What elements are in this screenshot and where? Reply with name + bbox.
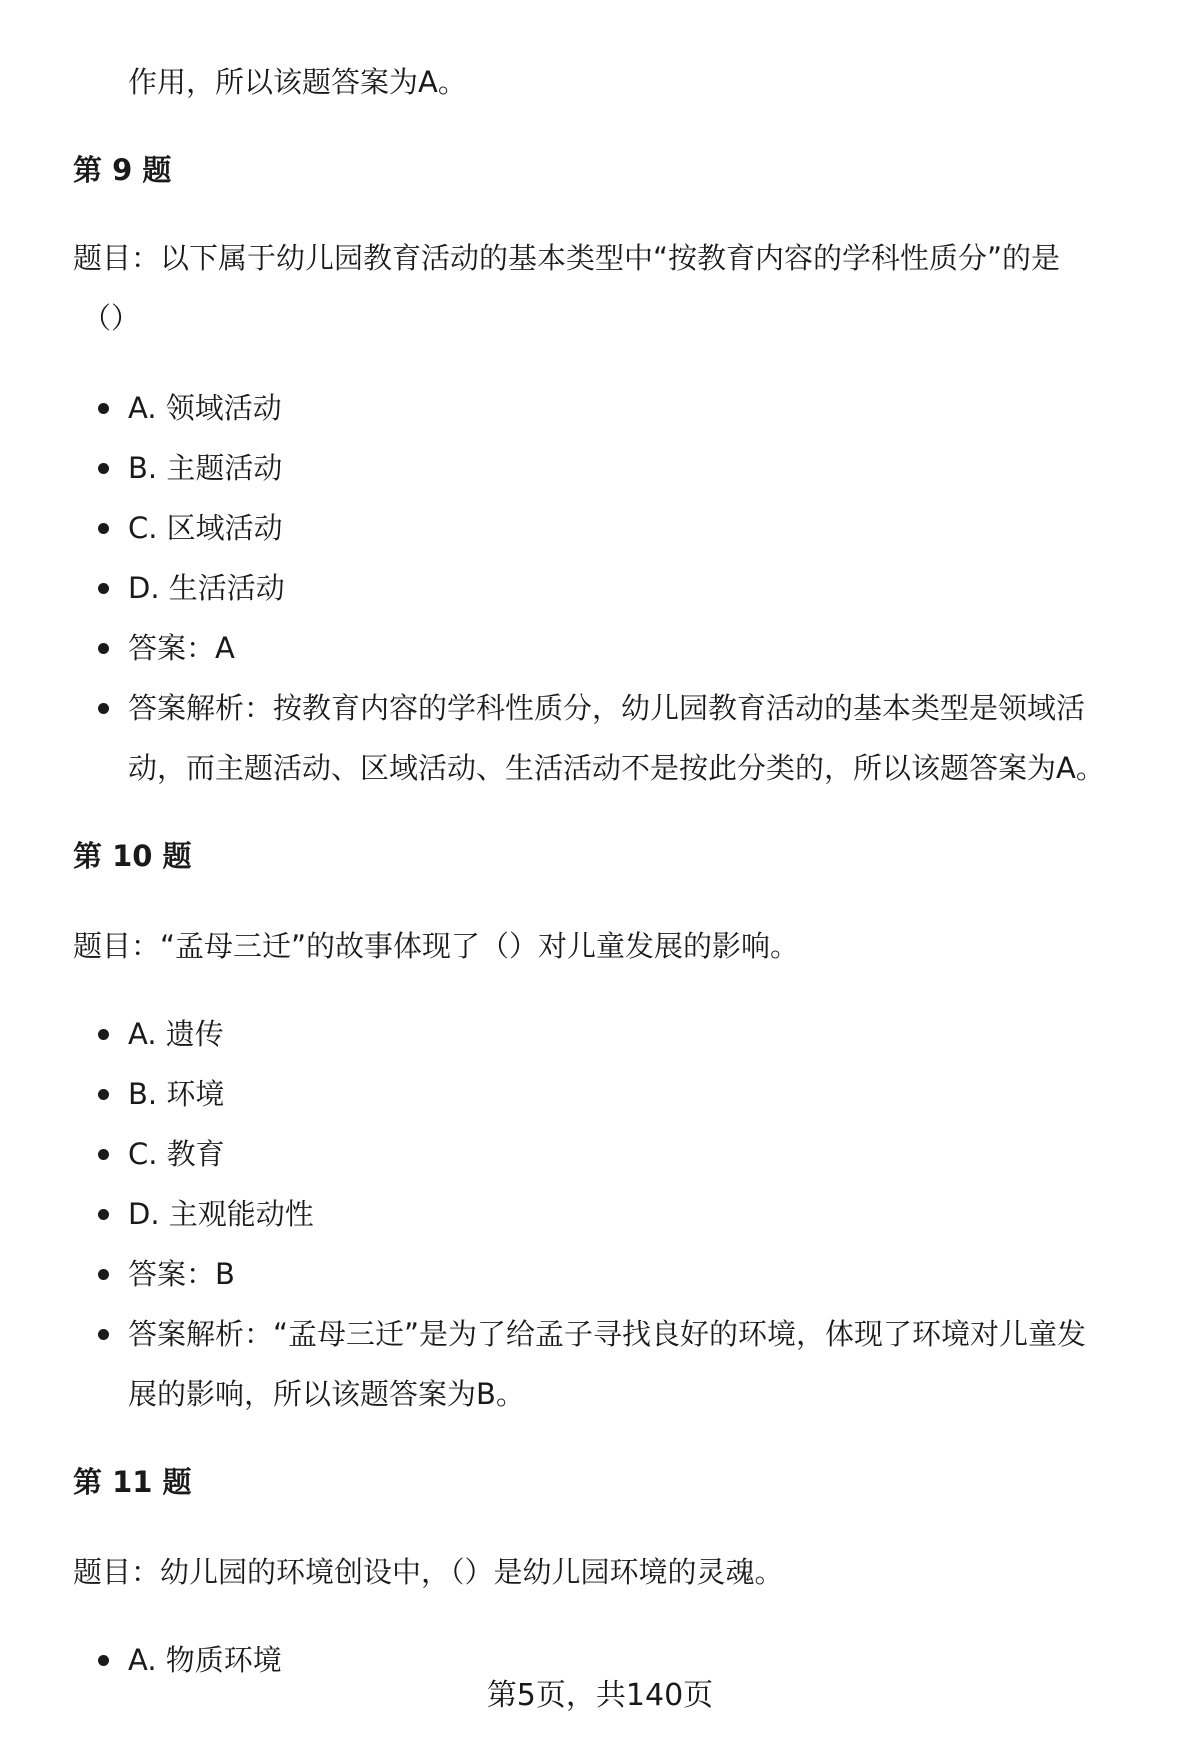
bullet-dot: [98, 463, 109, 474]
question-10-heading: 第 10 题: [73, 839, 192, 873]
bullet-dot: [98, 1655, 109, 1666]
bullet-dot: [98, 643, 109, 654]
bullet-dot: [98, 523, 109, 534]
bullet-dot: [98, 1269, 109, 1280]
question-9-option-d: D. 生活活动: [128, 571, 285, 605]
question-10-answer: 答案：B: [128, 1257, 235, 1291]
question-9-option-b: B. 主题活动: [128, 451, 283, 485]
continuation-text: 作用，所以该题答案为A。: [128, 65, 467, 99]
bullet-dot: [98, 583, 109, 594]
bullet-dot: [98, 403, 109, 414]
question-11-heading: 第 11 题: [73, 1465, 192, 1499]
question-9-heading: 第 9 题: [73, 153, 172, 187]
bullet-dot: [98, 1329, 109, 1340]
bullet-dot: [98, 1209, 109, 1220]
question-10-option-a: A. 遗传: [128, 1017, 224, 1051]
bullet-dot: [98, 1149, 109, 1160]
question-11-option-a: A. 物质环境: [128, 1643, 282, 1677]
question-10-option-c: C. 教育: [128, 1137, 225, 1171]
question-10-option-d: D. 主观能动性: [128, 1197, 314, 1231]
question-9-option-a: A. 领域活动: [128, 391, 282, 425]
question-10-stem-line1: 题目：“孟母三迁”的故事体现了（）对儿童发展的影响。: [73, 929, 800, 963]
question-9-stem-line2: （）: [82, 301, 141, 335]
bullet-dot: [98, 703, 109, 714]
question-9-analysis-line1: 答案解析：按教育内容的学科性质分，幼儿园教育活动的基本类型是领域活: [128, 691, 1086, 725]
question-9-option-c: C. 区域活动: [128, 511, 283, 545]
question-10-analysis-line2: 展的影响，所以该题答案为B。: [128, 1377, 525, 1411]
question-9-stem-line1: 题目：以下属于幼儿园教育活动的基本类型中“按教育内容的学科性质分”的是: [73, 241, 1061, 275]
question-10-option-b: B. 环境: [128, 1077, 225, 1111]
bullet-dot: [98, 1089, 109, 1100]
page-footer: 第5页，共140页: [486, 1678, 714, 1713]
bullet-dot: [98, 1029, 109, 1040]
question-10-analysis-line1: 答案解析：“孟母三迁”是为了给孟子寻找良好的环境，体现了环境对儿童发: [128, 1317, 1087, 1351]
question-11-stem-line1: 题目：幼儿园的环境创设中，（）是幼儿园环境的灵魂。: [73, 1555, 784, 1589]
question-9-answer: 答案：A: [128, 631, 235, 665]
question-9-analysis-line2: 动，而主题活动、区域活动、生活活动不是按此分类的，所以该题答案为A。: [128, 751, 1105, 785]
